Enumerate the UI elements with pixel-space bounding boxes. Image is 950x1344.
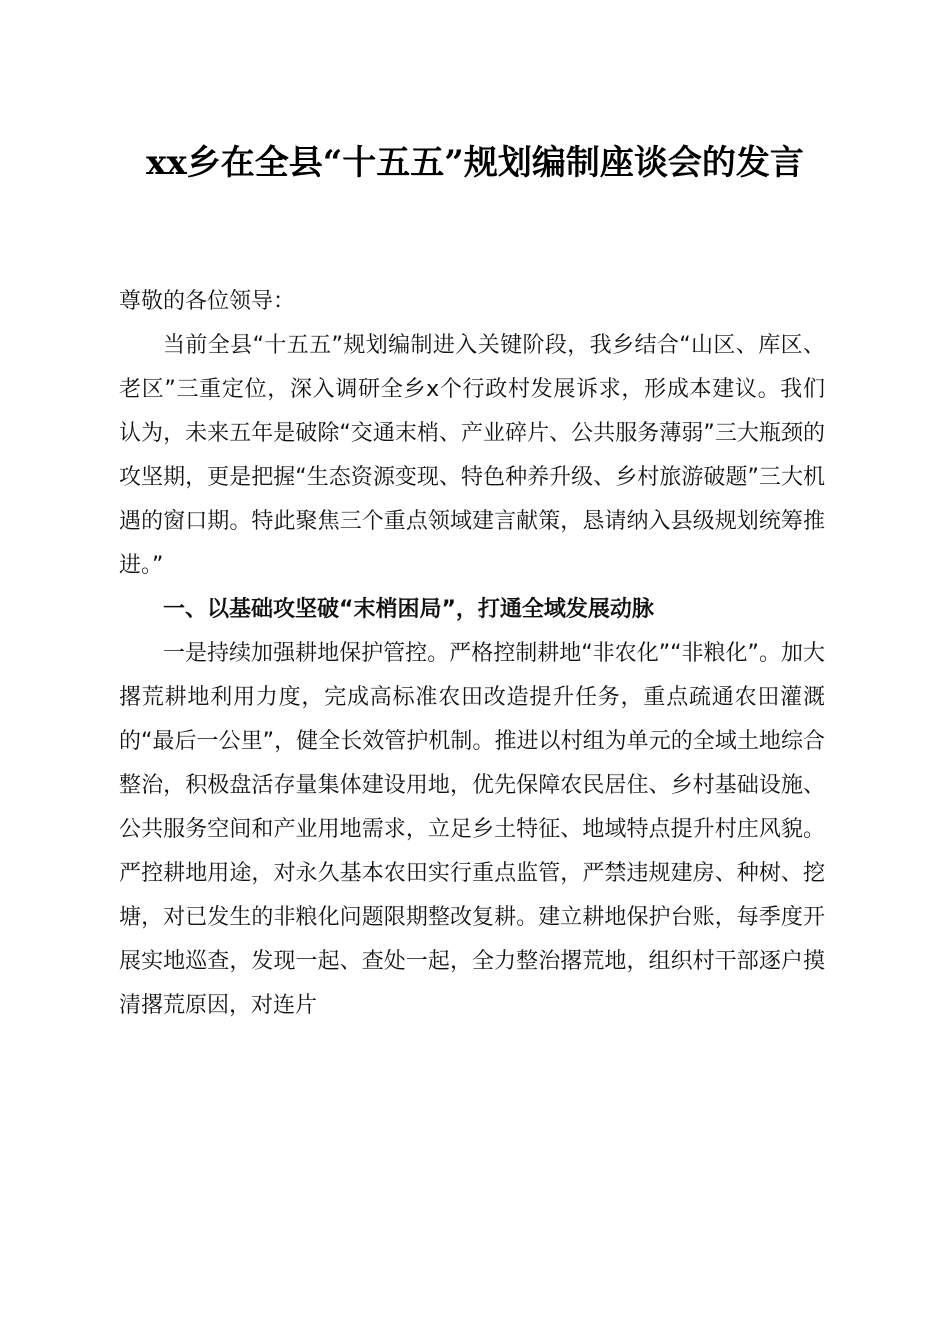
document-body <box>119 280 825 1028</box>
section-paragraph-1: 一是持续加强耕地保护管控。严格控制耕地“非农化”“非粮化”。加大撂荒耕地利用力度，完成高标准农田改造提升任务，重点疏通农田灌溉的“最后一公里”，健全长效管护机制。推进以村组为单元的全域土地综合整治，积极盘活存量集体建设用地，优先保障农民居住、乡村基础设施、公共服务空间和产业用地需求，立足乡土特征、地域特点提升村庄风貌。严控耕地用途，对永久基本农田实行重点监管，严禁违规建房、种树、挖塘，对已发生的非粮化问题限期整改复耕。建立耕地保护台账，每季度开展实地巡查，发现一起、查处一起，全力整治撂荒地，组织村干部逐户摸清撂荒原因，对连片 <box>119 641 825 1018</box>
salutation: 尊敬的各位领导： <box>119 289 296 314</box>
document-title: xx乡在全县“十五五”规划编制座谈会的发言 <box>146 143 804 183</box>
section-heading-1: 一、以基础攻坚破“末梢困局”，打通全域发展动脉 <box>163 597 654 622</box>
intro-paragraph: 当前全县“十五五”规划编制进入关键阶段，我乡结合“山区、库区、老区”三重定位，深入调研全乡x个行政村发展诉求，形成本建议。我们认为，未来五年是破除“交通末梢、产业碎片、公共服务薄弱”三大瓶颈的攻坚期，更是把握“生态资源变现、特色种养升级、乡村旅游破题”三大机遇的窗口期。特此聚焦三个重点领域建言献策，恳请纳入县级规划统筹推进。” <box>119 333 825 578</box>
